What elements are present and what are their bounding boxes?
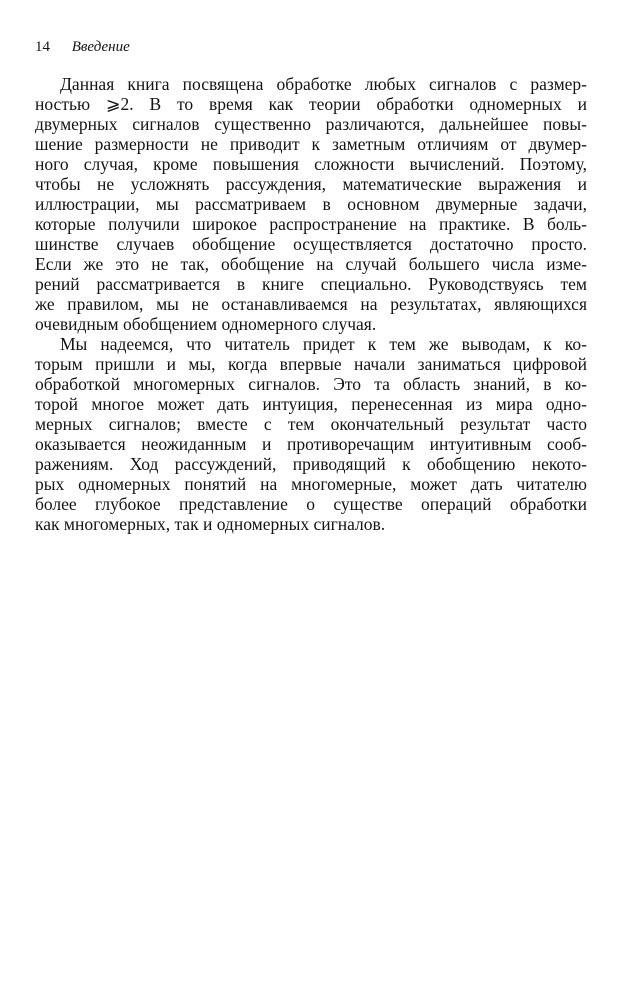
text-line: двумерных сигналов существенно различаются, дальнейшее повы- xyxy=(35,114,587,134)
text-line: обработкой многомерных сигналов. Это та область знаний, в ко- xyxy=(35,374,587,394)
text-line: иллюстрации, мы рассматриваем в основном двумерные задачи, xyxy=(35,194,587,214)
page-number: 14 xyxy=(35,39,50,55)
text-line: торой многое может дать интуиция, перенесенная из мира одно- xyxy=(35,394,587,414)
text-line: Мы надеемся, что читатель придет к тем же выводам, к ко- xyxy=(60,334,587,354)
text-line: же правилом, мы не останавливаемся на результатах, являющихся xyxy=(35,294,587,314)
text-line: которые получили широкое распространение на практике. В боль- xyxy=(35,214,587,234)
text-line: Данная книга посвящена обработке любых сигналов с размер- xyxy=(60,74,587,94)
text-line: рых одномерных понятий на многомерные, может дать читателю xyxy=(35,474,587,494)
text-line: более глубокое представление о существе операций обработки xyxy=(35,494,587,514)
running-header xyxy=(35,38,130,56)
text-line: шинстве случаев обобщение осуществляется достаточно просто. xyxy=(35,234,587,254)
paragraph-1 xyxy=(35,74,587,334)
text-line: ностью ⩾2. В то время как теории обработки одномерных и xyxy=(35,94,587,114)
text-line: шение размерности не приводит к заметным отличиям от двумер- xyxy=(35,134,587,154)
section-title: Введение xyxy=(71,39,130,55)
text-line: очевидным обобщением одномерного случая. xyxy=(35,314,377,334)
body-text xyxy=(35,74,587,534)
text-line: ражениям. Ход рассуждений, приводящий к обобщению некото- xyxy=(35,454,587,474)
text-line: чтобы не усложнять рассуждения, математические выражения и xyxy=(35,174,587,194)
paragraph-2 xyxy=(35,334,587,534)
text-line: как многомерных, так и одномерных сигналов. xyxy=(35,514,386,534)
text-line: торым пришли и мы, когда впервые начали заниматься цифровой xyxy=(35,354,587,374)
text-line: мерных сигналов; вместе с тем окончательный результат часто xyxy=(35,414,587,434)
text-line: ного случая, кроме повышения сложности вычислений. Поэтому, xyxy=(35,154,587,174)
text-line: Если же это не так, обобщение на случай большего числа изме- xyxy=(35,254,587,274)
text-line: оказывается неожиданным и противоречащим интуитивным сооб- xyxy=(35,434,587,454)
text-line: рений рассматривается в книге специально. Руководствуясь тем xyxy=(35,274,587,294)
